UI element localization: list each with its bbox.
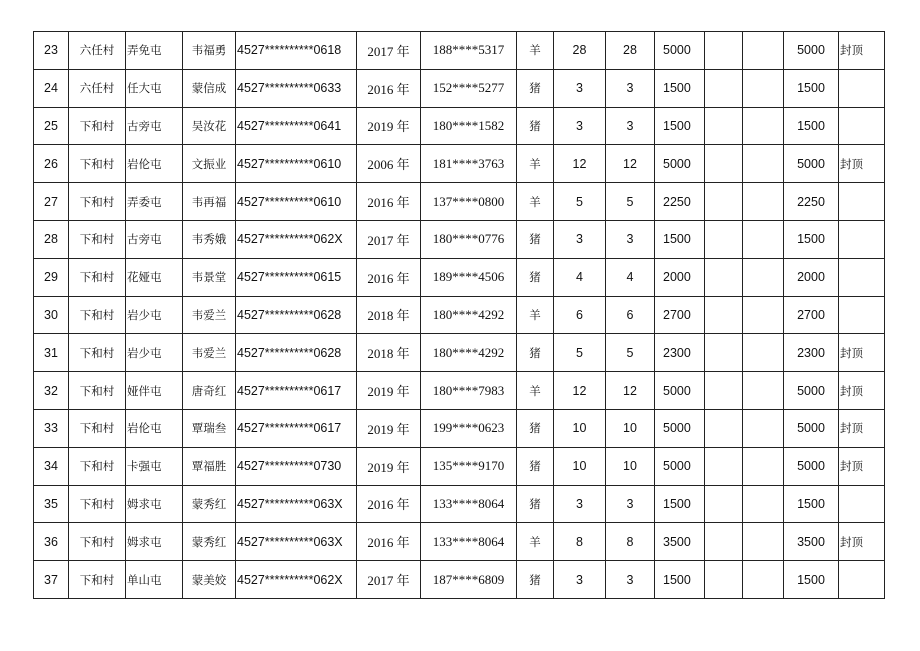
- subsidy-table: [33, 31, 885, 599]
- hamlet-cell: 岩伦屯: [126, 145, 183, 183]
- phone-cell: 188****5317: [421, 32, 517, 70]
- hamlet-cell: 姆求屯: [126, 485, 183, 523]
- table-row: [34, 107, 885, 145]
- count-cell: 5: [554, 334, 606, 372]
- hamlet-cell: 姆求屯: [126, 523, 183, 561]
- row-number-cell: 37: [34, 561, 69, 599]
- phone-cell: 137****0800: [421, 183, 517, 221]
- verified-count-cell: 5: [606, 334, 655, 372]
- livestock-type-cell: 猪: [517, 69, 554, 107]
- name-cell: 吴汝花: [183, 107, 236, 145]
- year-cell: 2017 年: [357, 220, 421, 258]
- blank-cell-2: [743, 447, 784, 485]
- amount-cell: 2000: [655, 258, 705, 296]
- row-number-cell: 26: [34, 145, 69, 183]
- name-cell: 韦再福: [183, 183, 236, 221]
- total-amount-cell: 1500: [784, 485, 839, 523]
- note-cell: 封顶: [839, 409, 885, 447]
- table-row: [34, 485, 885, 523]
- verified-count-cell: 3: [606, 107, 655, 145]
- name-cell: 韦景堂: [183, 258, 236, 296]
- row-number-cell: 28: [34, 220, 69, 258]
- blank-cell-1: [705, 447, 743, 485]
- id-number-cell: 4527**********0628: [236, 334, 357, 372]
- table-row: [34, 69, 885, 107]
- livestock-type-cell: 猪: [517, 107, 554, 145]
- blank-cell-2: [743, 485, 784, 523]
- id-number-cell: 4527**********063X: [236, 523, 357, 561]
- blank-cell-1: [705, 523, 743, 561]
- name-cell: 韦秀娥: [183, 220, 236, 258]
- total-amount-cell: 1500: [784, 69, 839, 107]
- table-row: [34, 32, 885, 70]
- blank-cell-2: [743, 409, 784, 447]
- verified-count-cell: 12: [606, 372, 655, 410]
- count-cell: 3: [554, 220, 606, 258]
- phone-cell: 189****4506: [421, 258, 517, 296]
- livestock-type-cell: 猪: [517, 485, 554, 523]
- name-cell: 韦爱兰: [183, 296, 236, 334]
- verified-count-cell: 6: [606, 296, 655, 334]
- table-row: [34, 372, 885, 410]
- phone-cell: 135****9170: [421, 447, 517, 485]
- village-cell: 下和村: [69, 107, 126, 145]
- village-cell: 下和村: [69, 485, 126, 523]
- verified-count-cell: 28: [606, 32, 655, 70]
- name-cell: 蒙信成: [183, 69, 236, 107]
- total-amount-cell: 2000: [784, 258, 839, 296]
- year-cell: 2019 年: [357, 409, 421, 447]
- row-number-cell: 23: [34, 32, 69, 70]
- hamlet-cell: 岩伦屯: [126, 409, 183, 447]
- village-cell: 下和村: [69, 220, 126, 258]
- verified-count-cell: 4: [606, 258, 655, 296]
- blank-cell-1: [705, 334, 743, 372]
- total-amount-cell: 5000: [784, 447, 839, 485]
- count-cell: 3: [554, 485, 606, 523]
- livestock-type-cell: 羊: [517, 183, 554, 221]
- table-row: [34, 561, 885, 599]
- livestock-type-cell: 猪: [517, 409, 554, 447]
- total-amount-cell: 5000: [784, 145, 839, 183]
- count-cell: 3: [554, 107, 606, 145]
- row-number-cell: 29: [34, 258, 69, 296]
- village-cell: 下和村: [69, 372, 126, 410]
- id-number-cell: 4527**********0617: [236, 372, 357, 410]
- amount-cell: 5000: [655, 145, 705, 183]
- row-number-cell: 36: [34, 523, 69, 561]
- id-number-cell: 4527**********0618: [236, 32, 357, 70]
- note-cell: [839, 183, 885, 221]
- row-number-cell: 34: [34, 447, 69, 485]
- phone-cell: 180****4292: [421, 334, 517, 372]
- phone-cell: 181****3763: [421, 145, 517, 183]
- row-number-cell: 30: [34, 296, 69, 334]
- count-cell: 5: [554, 183, 606, 221]
- hamlet-cell: 卡强屯: [126, 447, 183, 485]
- total-amount-cell: 1500: [784, 107, 839, 145]
- total-amount-cell: 5000: [784, 409, 839, 447]
- amount-cell: 1500: [655, 69, 705, 107]
- verified-count-cell: 5: [606, 183, 655, 221]
- row-number-cell: 24: [34, 69, 69, 107]
- hamlet-cell: 岩少屯: [126, 334, 183, 372]
- count-cell: 12: [554, 145, 606, 183]
- year-cell: 2019 年: [357, 372, 421, 410]
- total-amount-cell: 2300: [784, 334, 839, 372]
- village-cell: 下和村: [69, 258, 126, 296]
- amount-cell: 1500: [655, 220, 705, 258]
- table-row: [34, 409, 885, 447]
- blank-cell-1: [705, 32, 743, 70]
- livestock-type-cell: 猪: [517, 561, 554, 599]
- blank-cell-2: [743, 334, 784, 372]
- hamlet-cell: 岩少屯: [126, 296, 183, 334]
- note-cell: 封顶: [839, 334, 885, 372]
- note-cell: [839, 258, 885, 296]
- year-cell: 2016 年: [357, 485, 421, 523]
- hamlet-cell: 弄免屯: [126, 32, 183, 70]
- livestock-type-cell: 猪: [517, 258, 554, 296]
- total-amount-cell: 3500: [784, 523, 839, 561]
- note-cell: [839, 296, 885, 334]
- year-cell: 2016 年: [357, 69, 421, 107]
- blank-cell-2: [743, 372, 784, 410]
- total-amount-cell: 5000: [784, 32, 839, 70]
- blank-cell-2: [743, 145, 784, 183]
- name-cell: 韦爱兰: [183, 334, 236, 372]
- note-cell: 封顶: [839, 145, 885, 183]
- village-cell: 六任村: [69, 32, 126, 70]
- livestock-type-cell: 羊: [517, 296, 554, 334]
- amount-cell: 5000: [655, 32, 705, 70]
- phone-cell: 152****5277: [421, 69, 517, 107]
- id-number-cell: 4527**********0633: [236, 69, 357, 107]
- blank-cell-1: [705, 409, 743, 447]
- verified-count-cell: 3: [606, 220, 655, 258]
- id-number-cell: 4527**********0615: [236, 258, 357, 296]
- row-number-cell: 32: [34, 372, 69, 410]
- verified-count-cell: 3: [606, 561, 655, 599]
- blank-cell-1: [705, 69, 743, 107]
- amount-cell: 5000: [655, 447, 705, 485]
- hamlet-cell: 娅伴屯: [126, 372, 183, 410]
- name-cell: 蒙美姣: [183, 561, 236, 599]
- row-number-cell: 27: [34, 183, 69, 221]
- verified-count-cell: 3: [606, 69, 655, 107]
- verified-count-cell: 10: [606, 409, 655, 447]
- table-row: [34, 220, 885, 258]
- id-number-cell: 4527**********063X: [236, 485, 357, 523]
- id-number-cell: 4527**********062X: [236, 561, 357, 599]
- year-cell: 2018 年: [357, 334, 421, 372]
- id-number-cell: 4527**********062X: [236, 220, 357, 258]
- livestock-type-cell: 猪: [517, 220, 554, 258]
- blank-cell-2: [743, 32, 784, 70]
- amount-cell: 1500: [655, 485, 705, 523]
- year-cell: 2019 年: [357, 447, 421, 485]
- year-cell: 2019 年: [357, 107, 421, 145]
- verified-count-cell: 12: [606, 145, 655, 183]
- year-cell: 2018 年: [357, 296, 421, 334]
- id-number-cell: 4527**********0610: [236, 145, 357, 183]
- livestock-type-cell: 羊: [517, 32, 554, 70]
- table-row: [34, 258, 885, 296]
- table-row: [34, 523, 885, 561]
- blank-cell-2: [743, 523, 784, 561]
- verified-count-cell: 10: [606, 447, 655, 485]
- hamlet-cell: 古旁屯: [126, 220, 183, 258]
- total-amount-cell: 5000: [784, 372, 839, 410]
- count-cell: 3: [554, 561, 606, 599]
- phone-cell: 187****6809: [421, 561, 517, 599]
- total-amount-cell: 1500: [784, 220, 839, 258]
- id-number-cell: 4527**********0617: [236, 409, 357, 447]
- blank-cell-1: [705, 107, 743, 145]
- row-number-cell: 31: [34, 334, 69, 372]
- amount-cell: 3500: [655, 523, 705, 561]
- blank-cell-1: [705, 145, 743, 183]
- village-cell: 下和村: [69, 523, 126, 561]
- table-body: [34, 32, 885, 599]
- amount-cell: 2700: [655, 296, 705, 334]
- count-cell: 8: [554, 523, 606, 561]
- livestock-type-cell: 羊: [517, 372, 554, 410]
- table-row: [34, 145, 885, 183]
- amount-cell: 2250: [655, 183, 705, 221]
- total-amount-cell: 2700: [784, 296, 839, 334]
- amount-cell: 1500: [655, 107, 705, 145]
- count-cell: 3: [554, 69, 606, 107]
- name-cell: 蒙秀红: [183, 485, 236, 523]
- phone-cell: 180****0776: [421, 220, 517, 258]
- blank-cell-1: [705, 372, 743, 410]
- verified-count-cell: 3: [606, 485, 655, 523]
- note-cell: [839, 69, 885, 107]
- amount-cell: 5000: [655, 409, 705, 447]
- note-cell: 封顶: [839, 523, 885, 561]
- note-cell: [839, 220, 885, 258]
- note-cell: 封顶: [839, 372, 885, 410]
- village-cell: 六任村: [69, 69, 126, 107]
- blank-cell-1: [705, 183, 743, 221]
- blank-cell-2: [743, 69, 784, 107]
- amount-cell: 1500: [655, 561, 705, 599]
- row-number-cell: 35: [34, 485, 69, 523]
- phone-cell: 133****8064: [421, 523, 517, 561]
- blank-cell-1: [705, 561, 743, 599]
- hamlet-cell: 花娅屯: [126, 258, 183, 296]
- village-cell: 下和村: [69, 334, 126, 372]
- hamlet-cell: 古旁屯: [126, 107, 183, 145]
- blank-cell-1: [705, 220, 743, 258]
- row-number-cell: 33: [34, 409, 69, 447]
- year-cell: 2017 年: [357, 32, 421, 70]
- hamlet-cell: 任大屯: [126, 69, 183, 107]
- phone-cell: 133****8064: [421, 485, 517, 523]
- blank-cell-2: [743, 258, 784, 296]
- table-row: [34, 447, 885, 485]
- note-cell: 封顶: [839, 32, 885, 70]
- blank-cell-2: [743, 296, 784, 334]
- village-cell: 下和村: [69, 561, 126, 599]
- year-cell: 2016 年: [357, 258, 421, 296]
- amount-cell: 2300: [655, 334, 705, 372]
- note-cell: 封顶: [839, 447, 885, 485]
- phone-cell: 180****7983: [421, 372, 517, 410]
- count-cell: 12: [554, 372, 606, 410]
- name-cell: 覃福胜: [183, 447, 236, 485]
- total-amount-cell: 1500: [784, 561, 839, 599]
- village-cell: 下和村: [69, 447, 126, 485]
- name-cell: 唐奇红: [183, 372, 236, 410]
- name-cell: 蒙秀红: [183, 523, 236, 561]
- note-cell: [839, 485, 885, 523]
- village-cell: 下和村: [69, 296, 126, 334]
- table-row: [34, 296, 885, 334]
- phone-cell: 180****1582: [421, 107, 517, 145]
- phone-cell: 180****4292: [421, 296, 517, 334]
- hamlet-cell: 单山屯: [126, 561, 183, 599]
- table-row: [34, 183, 885, 221]
- village-cell: 下和村: [69, 145, 126, 183]
- year-cell: 2006 年: [357, 145, 421, 183]
- id-number-cell: 4527**********0628: [236, 296, 357, 334]
- year-cell: 2016 年: [357, 523, 421, 561]
- livestock-type-cell: 羊: [517, 523, 554, 561]
- count-cell: 10: [554, 409, 606, 447]
- hamlet-cell: 弄委屯: [126, 183, 183, 221]
- village-cell: 下和村: [69, 183, 126, 221]
- verified-count-cell: 8: [606, 523, 655, 561]
- village-cell: 下和村: [69, 409, 126, 447]
- count-cell: 6: [554, 296, 606, 334]
- id-number-cell: 4527**********0610: [236, 183, 357, 221]
- note-cell: [839, 561, 885, 599]
- row-number-cell: 25: [34, 107, 69, 145]
- id-number-cell: 4527**********0641: [236, 107, 357, 145]
- livestock-type-cell: 猪: [517, 334, 554, 372]
- blank-cell-1: [705, 296, 743, 334]
- blank-cell-1: [705, 485, 743, 523]
- name-cell: 文振业: [183, 145, 236, 183]
- amount-cell: 5000: [655, 372, 705, 410]
- livestock-type-cell: 猪: [517, 447, 554, 485]
- name-cell: 韦福勇: [183, 32, 236, 70]
- blank-cell-1: [705, 258, 743, 296]
- phone-cell: 199****0623: [421, 409, 517, 447]
- total-amount-cell: 2250: [784, 183, 839, 221]
- count-cell: 28: [554, 32, 606, 70]
- year-cell: 2017 年: [357, 561, 421, 599]
- blank-cell-2: [743, 561, 784, 599]
- count-cell: 4: [554, 258, 606, 296]
- note-cell: [839, 107, 885, 145]
- livestock-type-cell: 羊: [517, 145, 554, 183]
- blank-cell-2: [743, 107, 784, 145]
- year-cell: 2016 年: [357, 183, 421, 221]
- table-row: [34, 334, 885, 372]
- name-cell: 覃瑞叁: [183, 409, 236, 447]
- count-cell: 10: [554, 447, 606, 485]
- id-number-cell: 4527**********0730: [236, 447, 357, 485]
- blank-cell-2: [743, 220, 784, 258]
- blank-cell-2: [743, 183, 784, 221]
